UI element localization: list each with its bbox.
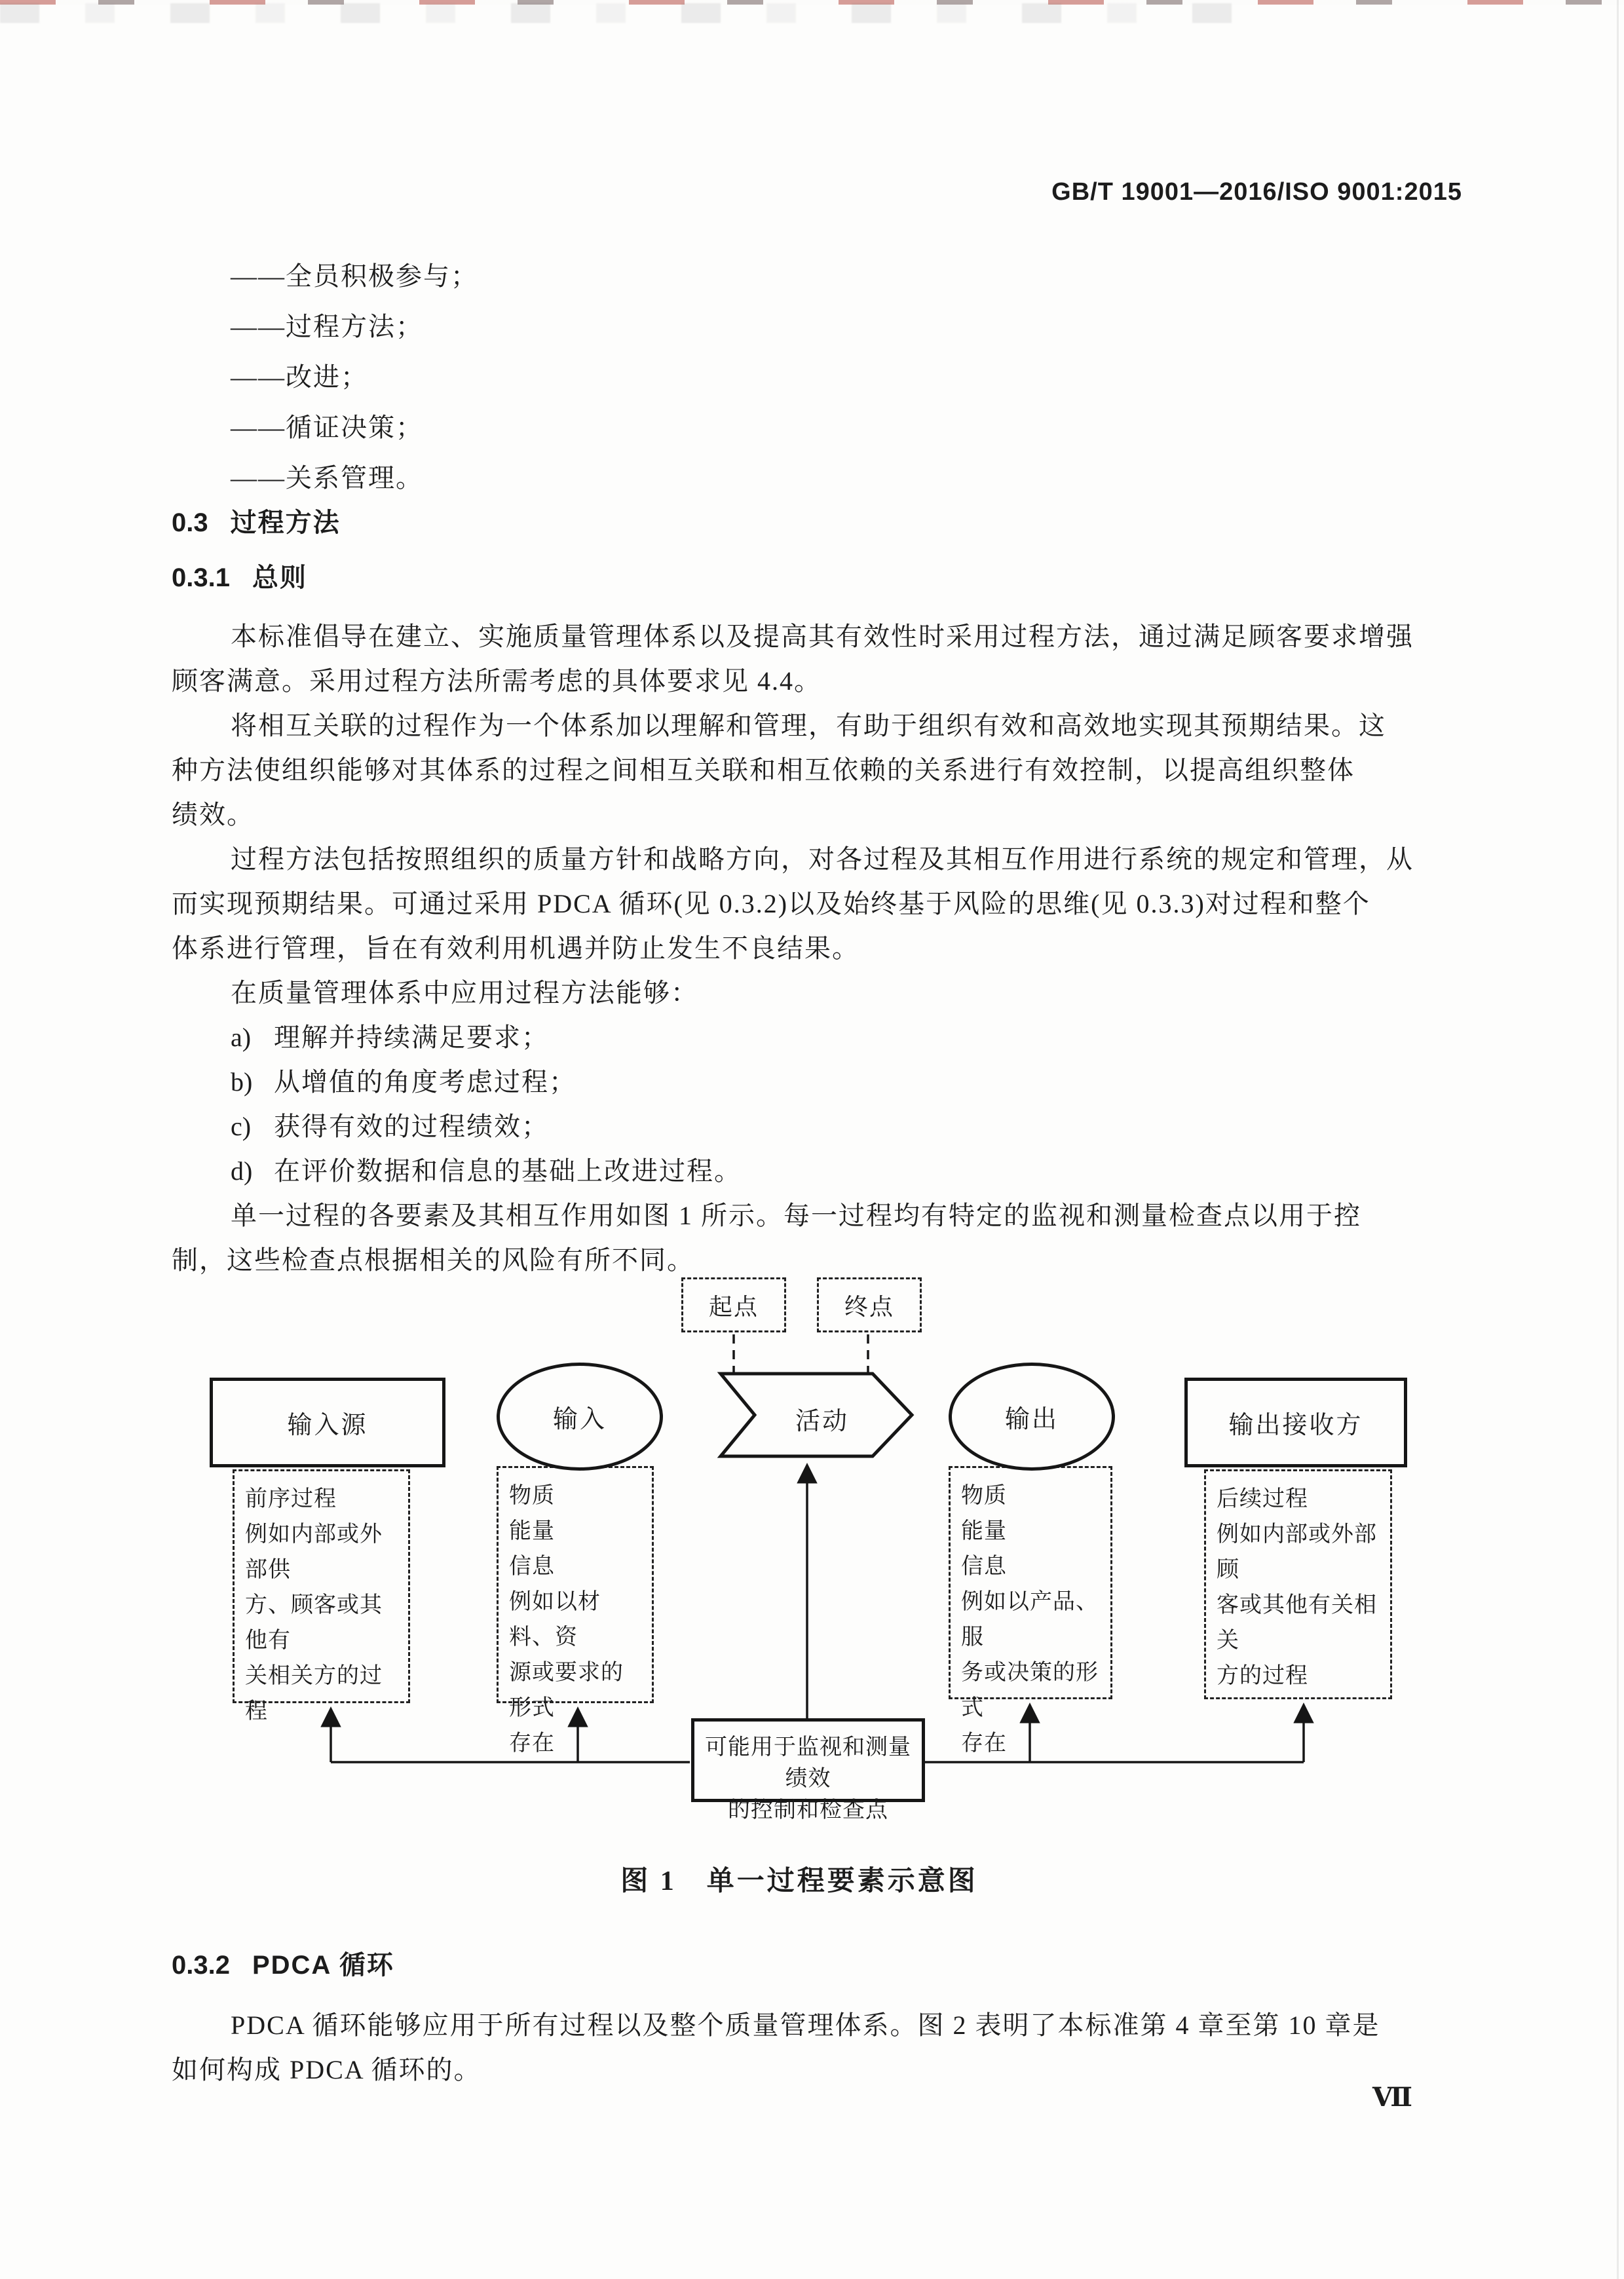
principle-item: ——改进； — [231, 362, 368, 392]
figure1-source-box — [210, 1378, 445, 1467]
section-title: 总则 — [252, 563, 307, 592]
principle-item: ——循证决策； — [231, 413, 423, 442]
output-label: 输出 — [1004, 1406, 1059, 1433]
note-line: 后续过程 — [1217, 1487, 1308, 1511]
principle-item: ——关系管理。 — [231, 463, 423, 493]
body-line: 而实现预期结果。可通过采用 PDCA 循环(见 0.3.2)以及始终基于风险的思维(见 0.3.3)对过程和整个 — [172, 889, 1370, 918]
body-line: 绩效。 — [172, 800, 254, 829]
section-title: 过程方法 — [230, 508, 341, 537]
note-line: 存在 — [961, 1731, 1007, 1756]
body-line: 如何构成 PDCA 循环的。 — [172, 2055, 482, 2084]
source-label: 输入源 — [287, 1412, 368, 1439]
note-line: 物质 — [509, 1484, 555, 1508]
list-text: 理解并持续满足要求； — [274, 1023, 549, 1052]
list-marker: c) — [231, 1112, 252, 1141]
note-line: 能量 — [961, 1519, 1007, 1543]
body-line: 制，这些检查点根据相关的风险有所不同。 — [172, 1245, 694, 1275]
note-line: 关相关方的过程 — [245, 1664, 383, 1723]
body-line: 顾客满意。采用过程方法所需考虑的具体要求见 4.4。 — [172, 666, 821, 696]
note-line: 务或决策的形式 — [961, 1661, 1099, 1720]
note-line: 物质 — [961, 1484, 1007, 1508]
note-line: 例如内部或外部供 — [245, 1522, 383, 1582]
figure1-receiver-note — [1204, 1469, 1392, 1699]
note-line: 信息 — [509, 1554, 555, 1579]
figure1-source-note — [233, 1469, 410, 1723]
control-line: 的控制和检查点 — [728, 1798, 888, 1822]
list-text: 从增值的角度考虑过程； — [274, 1067, 576, 1097]
figure1-input-note — [497, 1466, 654, 1756]
principle-item: ——全员积极参与； — [231, 261, 478, 291]
body-line: 种方法使组织能够对其体系的过程之间相互关联和相互依赖的关系进行有效控制，以提高组织整体 — [172, 755, 1355, 785]
note-line: 源或要求的形式 — [509, 1661, 624, 1720]
figure1-input-ellipse — [497, 1363, 663, 1471]
section-number: 0.3.2 — [172, 1951, 230, 1980]
section-number: 0.3.1 — [172, 563, 230, 592]
note-line: 例如以材料、资 — [509, 1590, 601, 1649]
list-marker: a) — [231, 1023, 252, 1052]
input-label: 输入 — [552, 1406, 607, 1433]
list-marker: d) — [231, 1156, 253, 1186]
list-marker: b) — [231, 1067, 253, 1097]
start-label: 起点 — [708, 1293, 759, 1320]
body-line: PDCA 循环能够应用于所有过程以及整个质量管理体系。图 2 表明了本标准第 4 章至第 10 章是 — [231, 2010, 1380, 2040]
section-title: PDCA 循环 — [252, 1951, 394, 1980]
note-line: 例如内部或外部顾 — [1217, 1522, 1377, 1582]
note-line: 例如以产品、服 — [961, 1590, 1099, 1649]
document-header: GB/T 19001—2016/ISO 9001:2015 — [1051, 178, 1462, 206]
page-number: Ⅶ — [1372, 2082, 1412, 2112]
figure1-receiver-box — [1184, 1378, 1407, 1467]
section-number: 0.3 — [172, 508, 208, 537]
figure1-caption: 图 1 单一过程要素示意图 — [620, 1866, 978, 1896]
note-line: 客或其他有关相关 — [1217, 1593, 1377, 1653]
body-line: 单一过程的各要素及其相互作用如图 1 所示。每一过程均有特定的监视和测量检查点以用于控 — [231, 1201, 1361, 1230]
body-line: 体系进行管理，旨在有效利用机遇并防止发生不良结果。 — [172, 933, 859, 963]
principle-item: ——过程方法； — [231, 312, 423, 341]
figure1-output-ellipse — [949, 1363, 1115, 1471]
note-line: 方的过程 — [1217, 1664, 1308, 1688]
figure1-activity-label: 活动 — [795, 1408, 849, 1435]
note-line: 能量 — [509, 1519, 555, 1543]
body-line: 在质量管理体系中应用过程方法能够： — [231, 978, 698, 1008]
receiver-label: 输出接收方 — [1228, 1412, 1363, 1439]
note-line: 方、顾客或其他有 — [245, 1593, 383, 1653]
note-line: 存在 — [509, 1731, 555, 1756]
note-line: 信息 — [961, 1554, 1007, 1579]
body-line: 过程方法包括按照组织的质量方针和战略方向，对各过程及其相互作用进行系统的规定和管理，从 — [231, 844, 1414, 874]
control-line: 可能用于监视和测量绩效 — [705, 1735, 911, 1791]
list-text: 获得有效的过程绩效； — [274, 1112, 549, 1141]
figure1-control-box — [691, 1718, 925, 1822]
figure1-output-note — [949, 1466, 1112, 1756]
end-label: 终点 — [844, 1293, 894, 1320]
figure1-end-box — [817, 1277, 922, 1332]
note-line: 前序过程 — [245, 1487, 337, 1511]
figure1-start-box — [681, 1277, 786, 1332]
body-line: 将相互关联的过程作为一个体系加以理解和管理，有助于组织有效和高效地实现其预期结果。这 — [231, 711, 1386, 740]
body-line: 本标准倡导在建立、实施质量管理体系以及提高其有效性时采用过程方法，通过满足顾客要求增强 — [231, 622, 1414, 651]
list-text: 在评价数据和信息的基础上改进过程。 — [274, 1156, 742, 1186]
